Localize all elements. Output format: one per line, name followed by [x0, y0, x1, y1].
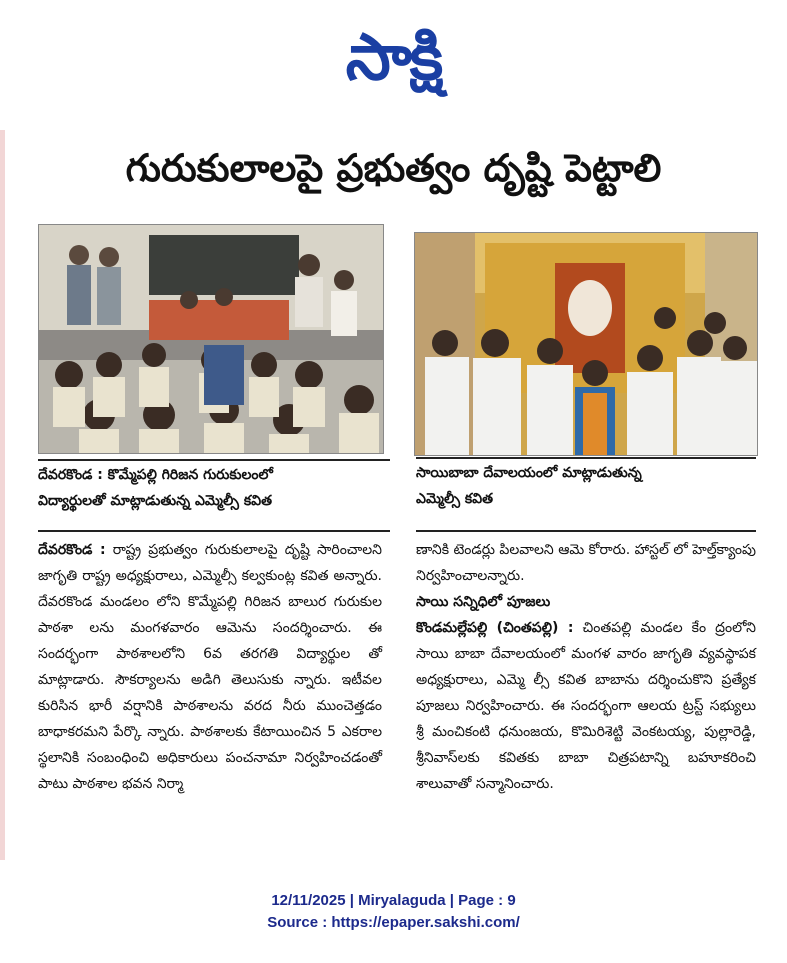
right-column-text: చింతపల్లి మండల కేం ద్రంలోని సాయి బాబా దేవాలయంలో మంగళ వారం జాగృతి వ్యవస్థాపక అధ్యక్షురాలు, ఎమ్మె ల్సీ కవిత బాబాను దర్శించుకొని ప్రత్యేక పూజలు నిర్వహించారు. ఈ సందర్భంగా ఆలయ ట్రస్ట్ సభ్యులు శ్రీ మంచికంటి ధనుంజయ, కొమిరిశెట్టి వెంకటయ్య, పుల్లారెడ్డి, శ్రీనివాస్‌లకు కవితకు బాబా చిత్రపటాన్ని బహూకరించి శాలువాతో సన్మానించారు.	[416, 620, 756, 792]
caption-right-line2: ఎమ్మెల్సీ కవిత	[416, 491, 494, 507]
article-body-left-column	[38, 537, 382, 797]
article-body-right-column	[416, 537, 756, 797]
caption-left-line2: విద్యార్థులతో మాట్లాడుతున్న ఎమ్మెల్సీ కవిత	[38, 493, 272, 509]
article-headline: గురుకులాలపై ప్రభుత్వం దృష్టి పెట్టాలి	[125, 146, 662, 190]
caption-left-line1: దేవరకొండ : కొమ్మేపల్లి గిరిజన గురుకులంలో	[38, 467, 273, 483]
masthead	[0, 18, 787, 98]
caption-rule-left	[38, 459, 390, 461]
right-column-continued-text: ణానికి టెండర్లు పిలవాలని ఆమె కోరారు. హాస్టల్ లో హెల్త్‌క్యాంపు నిర్వహించాలన్నారు.	[416, 542, 756, 584]
photo-caption-right	[416, 460, 756, 512]
body-rule-right	[416, 530, 756, 532]
sakshi-logo: సాక్షి	[345, 21, 442, 95]
left-column-text: రాష్ట్ర ప్రభుత్వం గురుకులాలపై దృష్టి సారించాలని జాగృతి రాష్ట్ర అధ్యక్షురాలు, ఎమ్మెల్సీ కల్వకుంట్ల కవిత అన్నారు. దేవరకొండ మండలం లోని కొమ్మేపల్లి గిరిజన బాలుర గురుకుల పాఠశా లను మంగళవారం ఆమెను సందర్శించారు. ఈ సందర్భంగా పాఠశాలలోని 6వ తరగతి విద్యార్థుల తో మాట్లాడారు. సౌకర్యాలను అడిగి తెలుసుకు న్నారు. ఇటీవల కురిసిన భారీ వర్షానికి పాఠశాలను వరద నీరు ముంచెత్తడం బాధాకరమని పేర్కొ న్నారు. పాఠశాలకు కేటాయించిన 5 ఎకరాల స్థలానికి సంబంధించి అధికారులు పంచనామా నిర్వహించడంతో పాటు పాఠశాల భవన నిర్మా	[38, 542, 383, 792]
body-rule-left	[38, 530, 390, 532]
footer-edition-line: 12/11/2025 | Miryalaguda | Page : 9	[271, 892, 516, 909]
caption-rule-right	[416, 457, 756, 459]
subhead-sai-sannidhi: సాయి సన్నిధిలో పూజలు	[416, 594, 551, 610]
classroom-photo-illustration	[39, 225, 383, 453]
dateline-kondamallepally: కొండమల్లేపల్లి (చింతపల్లి) :	[416, 620, 574, 636]
caption-right-line1: సాయిబాబా దేవాలయంలో మాట్లాడుతున్న	[416, 465, 642, 481]
photo-caption-left	[38, 462, 390, 514]
photo-classroom-students	[38, 224, 384, 454]
temple-photo-illustration	[415, 233, 757, 455]
photo-temple-gathering	[414, 232, 758, 456]
page-edge-strip	[0, 130, 5, 860]
footer-source-line: Source : https://epaper.sakshi.com/	[267, 914, 520, 931]
dateline-devarakonda: దేవరకొండ :	[38, 542, 106, 558]
page-footer	[0, 890, 787, 934]
